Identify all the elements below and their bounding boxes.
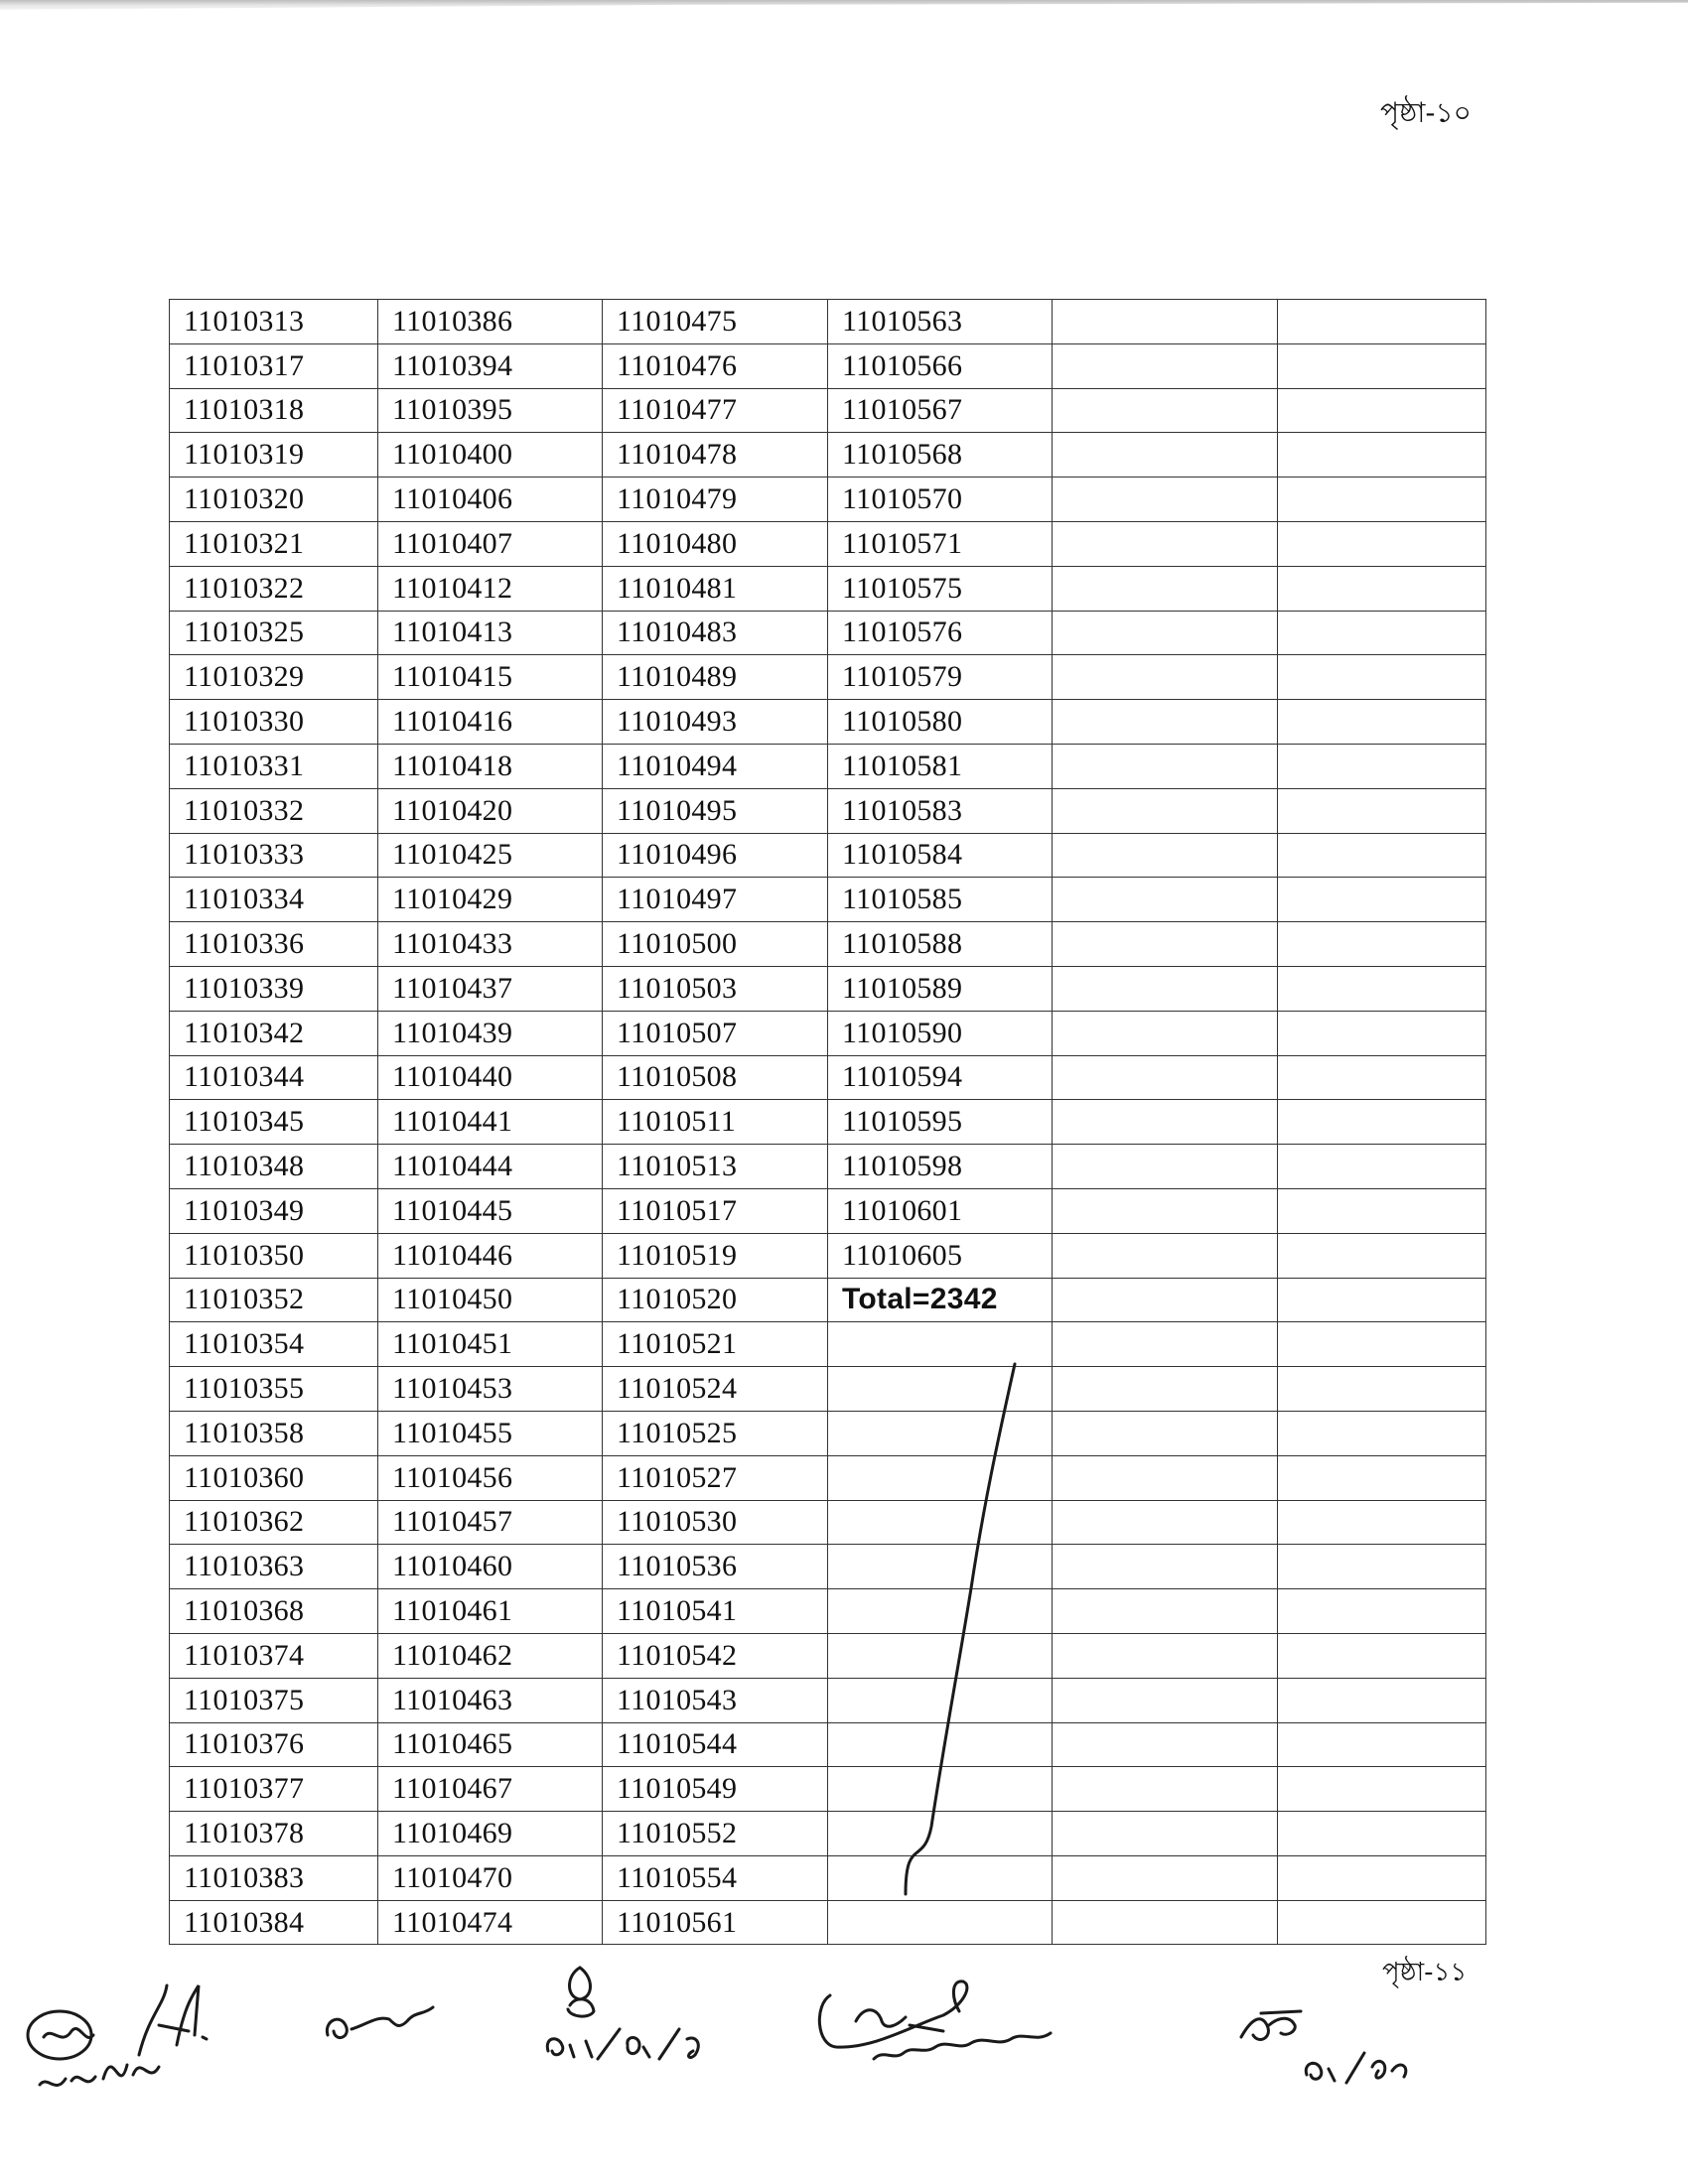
id-cell: 11010530	[603, 1500, 828, 1545]
id-cell: 11010455	[378, 1411, 603, 1455]
id-cell: 11010508	[603, 1055, 828, 1100]
id-cell: 11010575	[828, 566, 1053, 611]
id-cell: 11010460	[378, 1545, 603, 1589]
id-cell: 11010475	[603, 300, 828, 344]
id-cell: 11010418	[378, 744, 603, 788]
id-cell: 11010320	[170, 478, 378, 522]
id-cell: 11010478	[603, 433, 828, 478]
id-cell: 11010325	[170, 611, 378, 655]
id-cell: 11010476	[603, 343, 828, 388]
id-cell: 11010543	[603, 1678, 828, 1722]
id-cell: 11010513	[603, 1145, 828, 1189]
id-cell: 11010527	[603, 1455, 828, 1500]
id-cell: 11010415	[378, 655, 603, 700]
total-count: Total=2342	[828, 1278, 1053, 1322]
id-cell: 11010336	[170, 922, 378, 967]
id-cell: 11010395	[378, 388, 603, 433]
id-cell: 11010446	[378, 1233, 603, 1278]
id-cell: 11010451	[378, 1322, 603, 1367]
id-cell: 11010425	[378, 833, 603, 878]
id-cell: 11010453	[378, 1367, 603, 1412]
id-cell: 11010375	[170, 1678, 378, 1722]
id-cell: 11010598	[828, 1145, 1053, 1189]
id-cell: 11010576	[828, 611, 1053, 655]
id-cell: 11010322	[170, 566, 378, 611]
id-cell: 11010344	[170, 1055, 378, 1100]
id-cell: 11010480	[603, 521, 828, 566]
id-cell: 11010345	[170, 1100, 378, 1145]
id-cell: 11010445	[378, 1188, 603, 1233]
id-cell: 11010416	[378, 700, 603, 745]
id-cell: 11010580	[828, 700, 1053, 745]
id-cell: 11010461	[378, 1589, 603, 1634]
page-number-top: পৃষ্ঠা-১০	[1380, 96, 1472, 129]
id-cell: 11010363	[170, 1545, 378, 1589]
id-cell: 11010589	[828, 966, 1053, 1011]
id-cell: 11010590	[828, 1011, 1053, 1055]
id-cell: 11010552	[603, 1812, 828, 1856]
id-cell: 11010354	[170, 1322, 378, 1367]
id-cell: 11010433	[378, 922, 603, 967]
id-cell: 11010469	[378, 1812, 603, 1856]
id-cell: 11010378	[170, 1812, 378, 1856]
id-cell: 11010571	[828, 521, 1053, 566]
id-cell: 11010495	[603, 788, 828, 833]
id-cell: 11010583	[828, 788, 1053, 833]
id-cell: 11010568	[828, 433, 1053, 478]
id-cell: 11010566	[828, 343, 1053, 388]
id-cell: 11010332	[170, 788, 378, 833]
id-cell: 11010467	[378, 1767, 603, 1812]
id-cell: 11010570	[828, 478, 1053, 522]
id-cell: 11010313	[170, 300, 378, 344]
id-cell: 11010493	[603, 700, 828, 745]
id-cell: 11010474	[378, 1900, 603, 1945]
id-cell: 11010561	[603, 1900, 828, 1945]
id-cell: 11010350	[170, 1233, 378, 1278]
id-cell: 11010444	[378, 1145, 603, 1189]
id-cell: 11010352	[170, 1278, 378, 1322]
id-cell: 11010412	[378, 566, 603, 611]
signature-5-mark	[1241, 2011, 1406, 2083]
id-cell: 11010595	[828, 1100, 1053, 1145]
id-cell: 11010450	[378, 1278, 603, 1322]
id-cell: 11010407	[378, 521, 603, 566]
id-cell: 11010544	[603, 1722, 828, 1767]
id-cell: 11010368	[170, 1589, 378, 1634]
id-cell: 11010456	[378, 1455, 603, 1500]
id-cell: 11010374	[170, 1633, 378, 1678]
id-cell: 11010339	[170, 966, 378, 1011]
id-cell: 11010406	[378, 478, 603, 522]
id-cell: 11010563	[828, 300, 1053, 344]
id-cell: 11010489	[603, 655, 828, 700]
id-cell: 11010413	[378, 611, 603, 655]
id-cell: 11010519	[603, 1233, 828, 1278]
id-cell: 11010362	[170, 1500, 378, 1545]
id-cell: 11010376	[170, 1722, 378, 1767]
id-cell: 11010321	[170, 521, 378, 566]
id-cell: 11010386	[378, 300, 603, 344]
id-cell: 11010536	[603, 1545, 828, 1589]
id-cell: 11010542	[603, 1633, 828, 1678]
id-cell: 11010594	[828, 1055, 1053, 1100]
id-cell: 11010483	[603, 611, 828, 655]
id-cell: 11010319	[170, 433, 378, 478]
id-cell: 11010394	[378, 343, 603, 388]
id-cell: 11010581	[828, 744, 1053, 788]
id-cell: 11010348	[170, 1145, 378, 1189]
id-cell: 11010588	[828, 922, 1053, 967]
id-cell: 11010377	[170, 1767, 378, 1812]
id-cell: 11010481	[603, 566, 828, 611]
id-cell: 11010605	[828, 1233, 1053, 1278]
id-cell: 11010500	[603, 922, 828, 967]
id-cell: 11010470	[378, 1855, 603, 1900]
id-cell: 11010549	[603, 1767, 828, 1812]
id-cell: 11010462	[378, 1633, 603, 1678]
id-cell: 11010383	[170, 1855, 378, 1900]
id-cell: 11010507	[603, 1011, 828, 1055]
id-cell: 11010439	[378, 1011, 603, 1055]
id-cell: 11010541	[603, 1589, 828, 1634]
id-cell: 11010400	[378, 433, 603, 478]
id-cell: 11010567	[828, 388, 1053, 433]
id-cell: 11010355	[170, 1367, 378, 1412]
id-cell: 11010494	[603, 744, 828, 788]
signature-1-mark	[28, 1985, 207, 2085]
id-cell: 11010479	[603, 478, 828, 522]
id-cell: 11010342	[170, 1011, 378, 1055]
signature-3-mark	[547, 1968, 698, 2059]
id-cell: 11010524	[603, 1367, 828, 1412]
id-cell: 11010420	[378, 788, 603, 833]
id-cell: 11010440	[378, 1055, 603, 1100]
id-cell: 11010477	[603, 388, 828, 433]
id-cell: 11010329	[170, 655, 378, 700]
id-cell: 11010331	[170, 744, 378, 788]
id-cell: 11010330	[170, 700, 378, 745]
id-cell: 11010520	[603, 1278, 828, 1322]
id-cell: 11010317	[170, 343, 378, 388]
signature-4-mark	[819, 1981, 1051, 2059]
id-cell: 11010497	[603, 878, 828, 922]
id-cell: 11010441	[378, 1100, 603, 1145]
id-cell: 11010554	[603, 1855, 828, 1900]
id-cell: 11010318	[170, 388, 378, 433]
id-cell: 11010437	[378, 966, 603, 1011]
id-cell: 11010457	[378, 1500, 603, 1545]
id-cell: 11010333	[170, 833, 378, 878]
id-cell: 11010601	[828, 1188, 1053, 1233]
cancel-stroke	[906, 1364, 1015, 1894]
id-cell: 11010585	[828, 878, 1053, 922]
id-cell: 11010358	[170, 1411, 378, 1455]
id-cell: 11010463	[378, 1678, 603, 1722]
id-cell: 11010360	[170, 1455, 378, 1500]
id-cell: 11010503	[603, 966, 828, 1011]
signature-2-mark	[327, 2007, 433, 2038]
id-cell: 11010511	[603, 1100, 828, 1145]
id-cell: 11010496	[603, 833, 828, 878]
id-cell: 11010521	[603, 1322, 828, 1367]
id-cell: 11010349	[170, 1188, 378, 1233]
id-cell: 11010384	[170, 1900, 378, 1945]
id-cell: 11010584	[828, 833, 1053, 878]
id-cell: 11010465	[378, 1722, 603, 1767]
page-number-bottom: পৃষ্ঠা-১১	[1382, 1958, 1468, 1987]
id-cell: 11010525	[603, 1411, 828, 1455]
id-cell: 11010429	[378, 878, 603, 922]
id-cell: 11010334	[170, 878, 378, 922]
id-cell: 11010517	[603, 1188, 828, 1233]
id-cell: 11010579	[828, 655, 1053, 700]
